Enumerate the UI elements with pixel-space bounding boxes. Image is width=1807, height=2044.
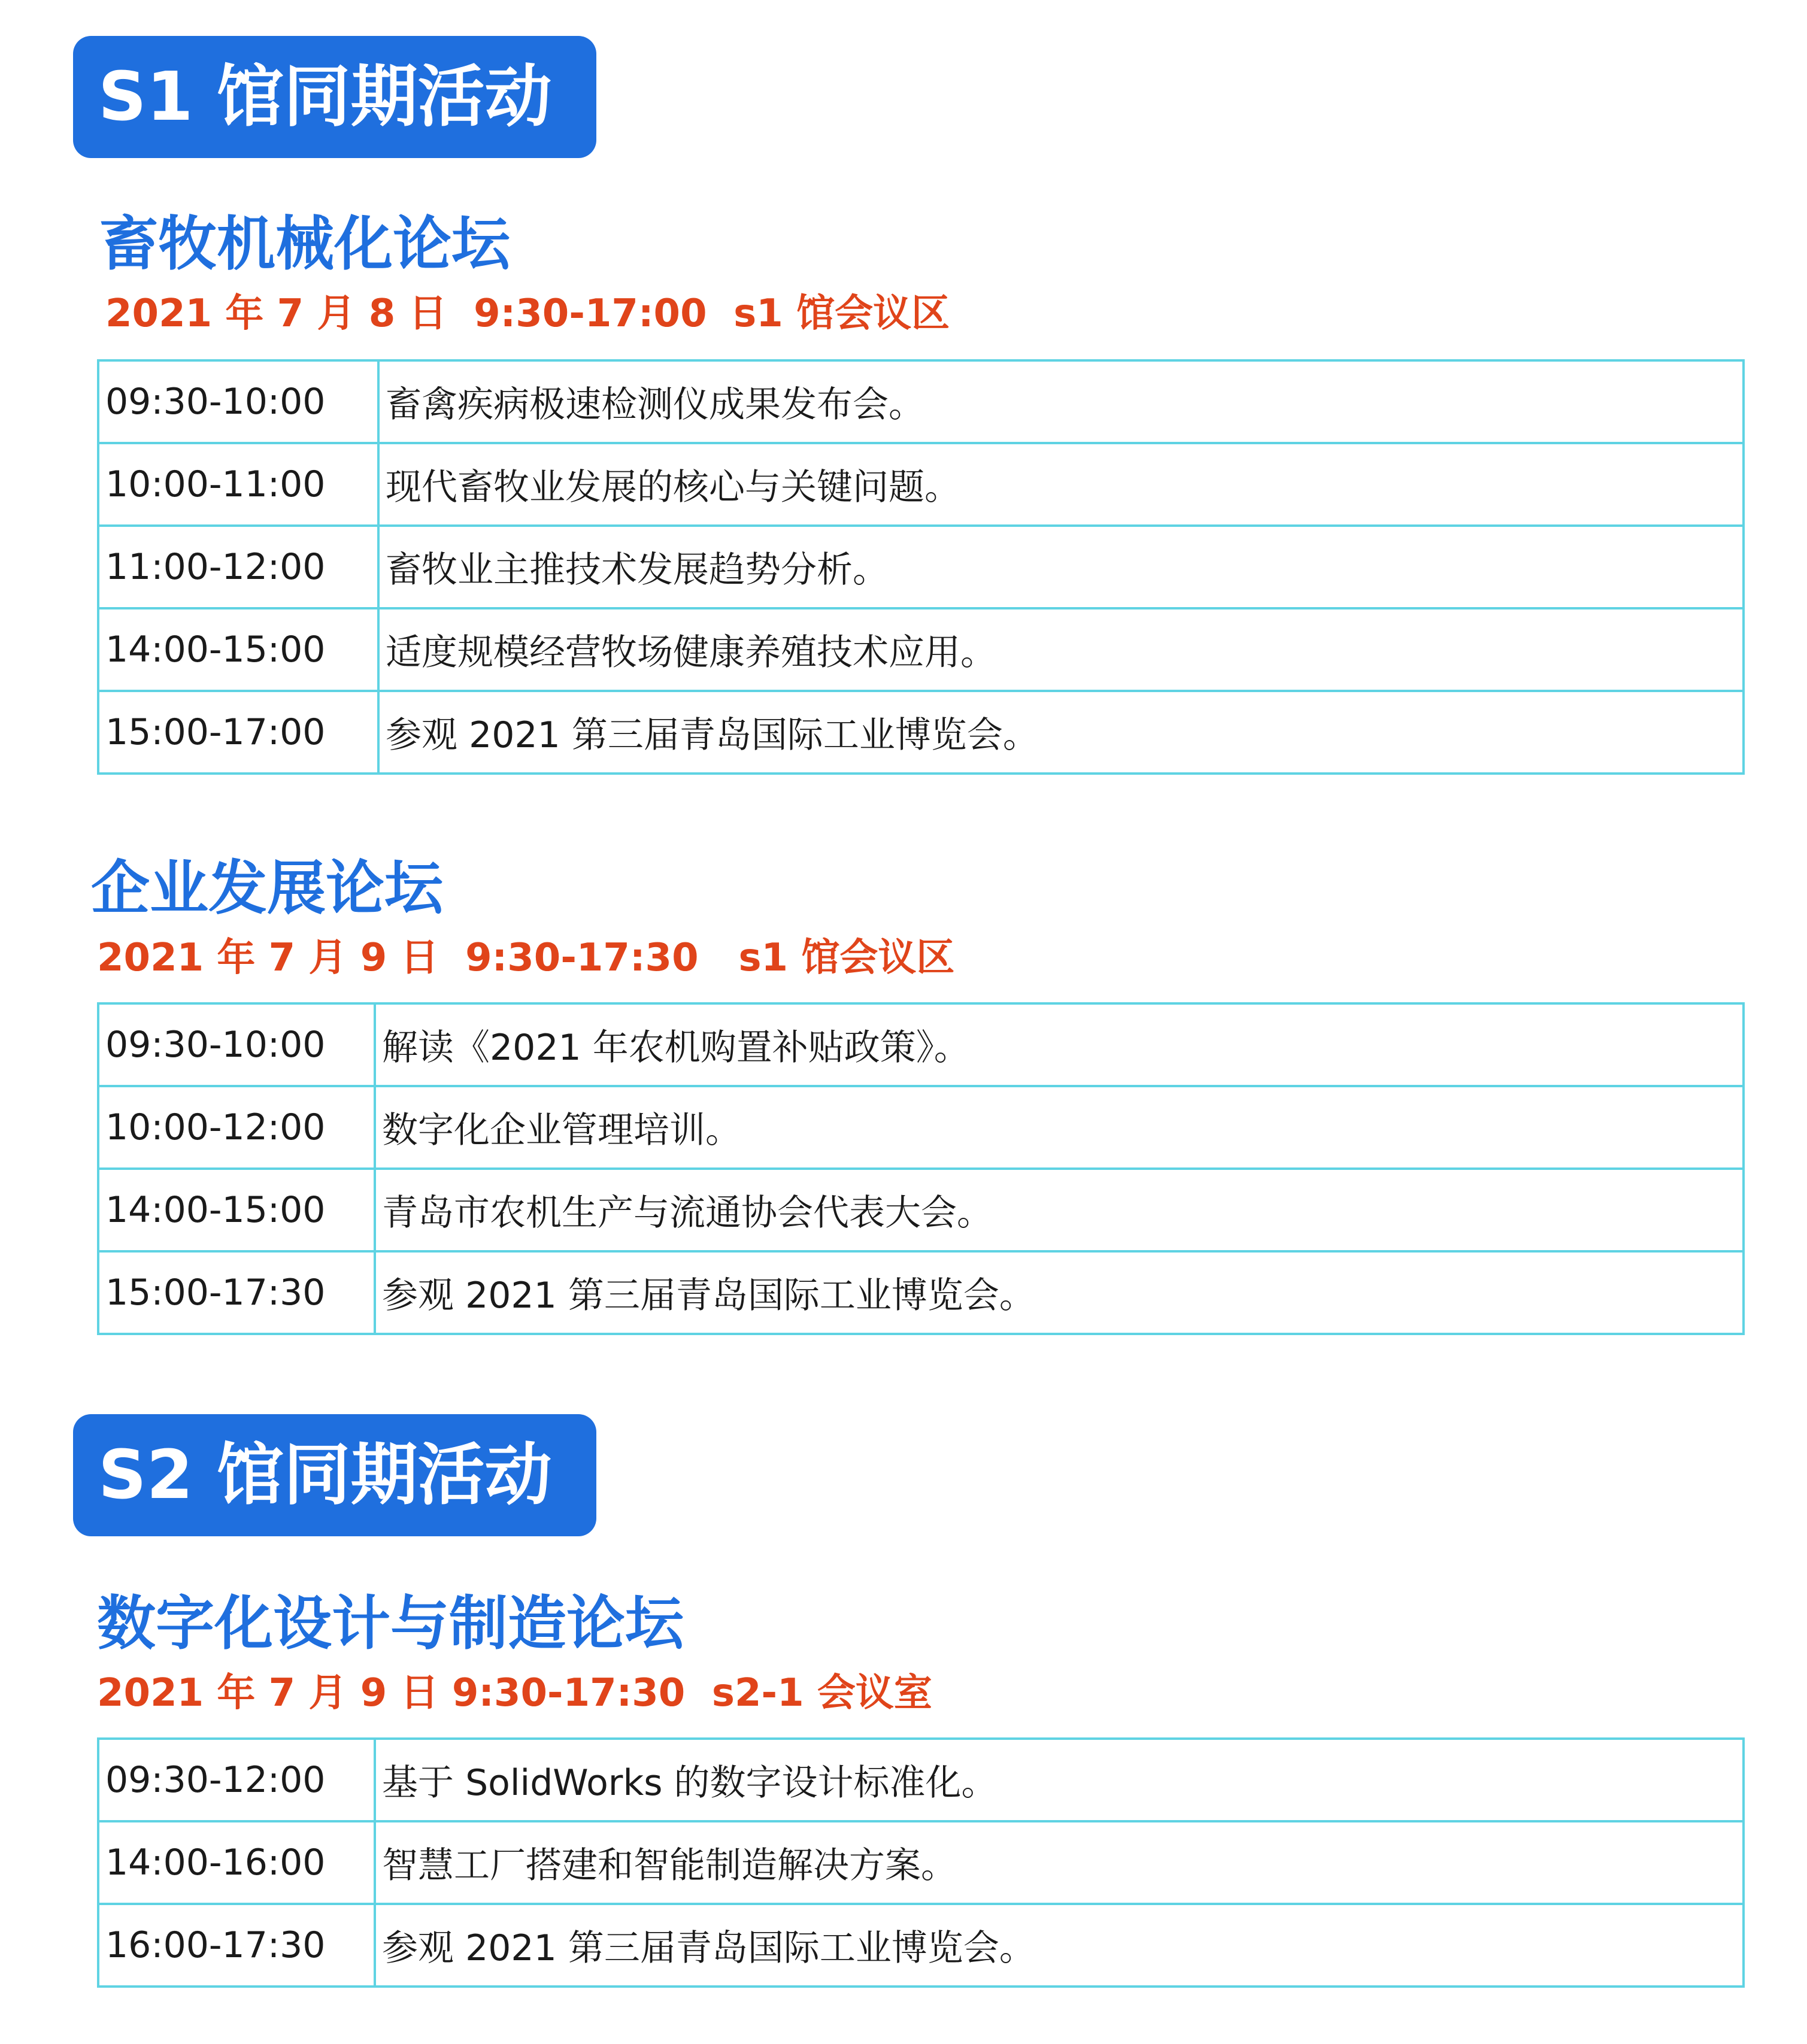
time-cell: 14:00-15:00 — [98, 1169, 375, 1251]
time-cell: 14:00-16:00 — [98, 1821, 375, 1904]
table-row — [98, 608, 1744, 691]
event-cell: 现代畜牧业发展的核心与关键问题。 — [378, 443, 1744, 526]
table-row — [98, 1003, 1744, 1086]
event-cell: 畜牧业主推技术发展趋势分析。 — [378, 526, 1744, 608]
forum-subtitle-enterprise: 2021 年 7 月 9 日 9:30-17:30 s1 馆会议区 — [97, 936, 955, 980]
table-row — [98, 526, 1744, 608]
forum-title-digital-design: 数字化设计与制造论坛 — [97, 1590, 684, 1658]
schedule-table-livestock — [97, 359, 1745, 775]
forum-title-enterprise: 企业发展论坛 — [91, 854, 444, 923]
event-cell: 畜禽疾病极速检测仪成果发布会。 — [378, 360, 1744, 443]
time-cell: 15:00-17:00 — [98, 691, 378, 774]
table-row — [98, 1821, 1744, 1904]
table-row — [98, 1251, 1744, 1334]
time-cell: 15:00-17:30 — [98, 1251, 375, 1334]
event-cell: 参观 2021 第三届青岛国际工业博览会。 — [375, 1251, 1744, 1334]
time-cell: 10:00-12:00 — [98, 1086, 375, 1169]
table-row — [98, 1739, 1744, 1821]
table-row — [98, 1086, 1744, 1169]
event-cell: 智慧工厂搭建和智能制造解决方案。 — [375, 1821, 1744, 1904]
event-cell: 解读《2021 年农机购置补贴政策》。 — [375, 1003, 1744, 1086]
forum-subtitle-livestock: 2021 年 7 月 8 日 9:30-17:00 s1 馆会议区 — [105, 292, 950, 336]
table-row — [98, 443, 1744, 526]
table-row — [98, 691, 1744, 774]
forum-title-livestock: 畜牧机械化论坛 — [99, 210, 511, 278]
event-cell: 适度规模经营牧场健康养殖技术应用。 — [378, 608, 1744, 691]
table-row — [98, 1169, 1744, 1251]
time-cell: 10:00-11:00 — [98, 443, 378, 526]
event-cell: 数字化企业管理培训。 — [375, 1086, 1744, 1169]
table-row — [98, 360, 1744, 443]
time-cell: 09:30-10:00 — [98, 1003, 375, 1086]
time-cell: 14:00-15:00 — [98, 608, 378, 691]
event-cell: 参观 2021 第三届青岛国际工业博览会。 — [375, 1904, 1744, 1987]
schedule-table-enterprise — [97, 1002, 1745, 1335]
table-row — [98, 1904, 1744, 1987]
event-cell: 参观 2021 第三届青岛国际工业博览会。 — [378, 691, 1744, 774]
time-cell: 09:30-10:00 — [98, 360, 378, 443]
event-cell: 青岛市农机生产与流通协会代表大会。 — [375, 1169, 1744, 1251]
forum-subtitle-digital-design: 2021 年 7 月 9 日 9:30-17:30 s2-1 会议室 — [97, 1671, 932, 1715]
hall-banner-s2: S2 馆同期活动 — [73, 1414, 596, 1536]
time-cell: 09:30-12:00 — [98, 1739, 375, 1821]
schedule-table-digital-design — [97, 1737, 1745, 1988]
event-cell: 基于 SolidWorks 的数字设计标准化。 — [375, 1739, 1744, 1821]
hall-banner-s1: S1 馆同期活动 — [73, 36, 596, 158]
time-cell: 16:00-17:30 — [98, 1904, 375, 1987]
time-cell: 11:00-12:00 — [98, 526, 378, 608]
